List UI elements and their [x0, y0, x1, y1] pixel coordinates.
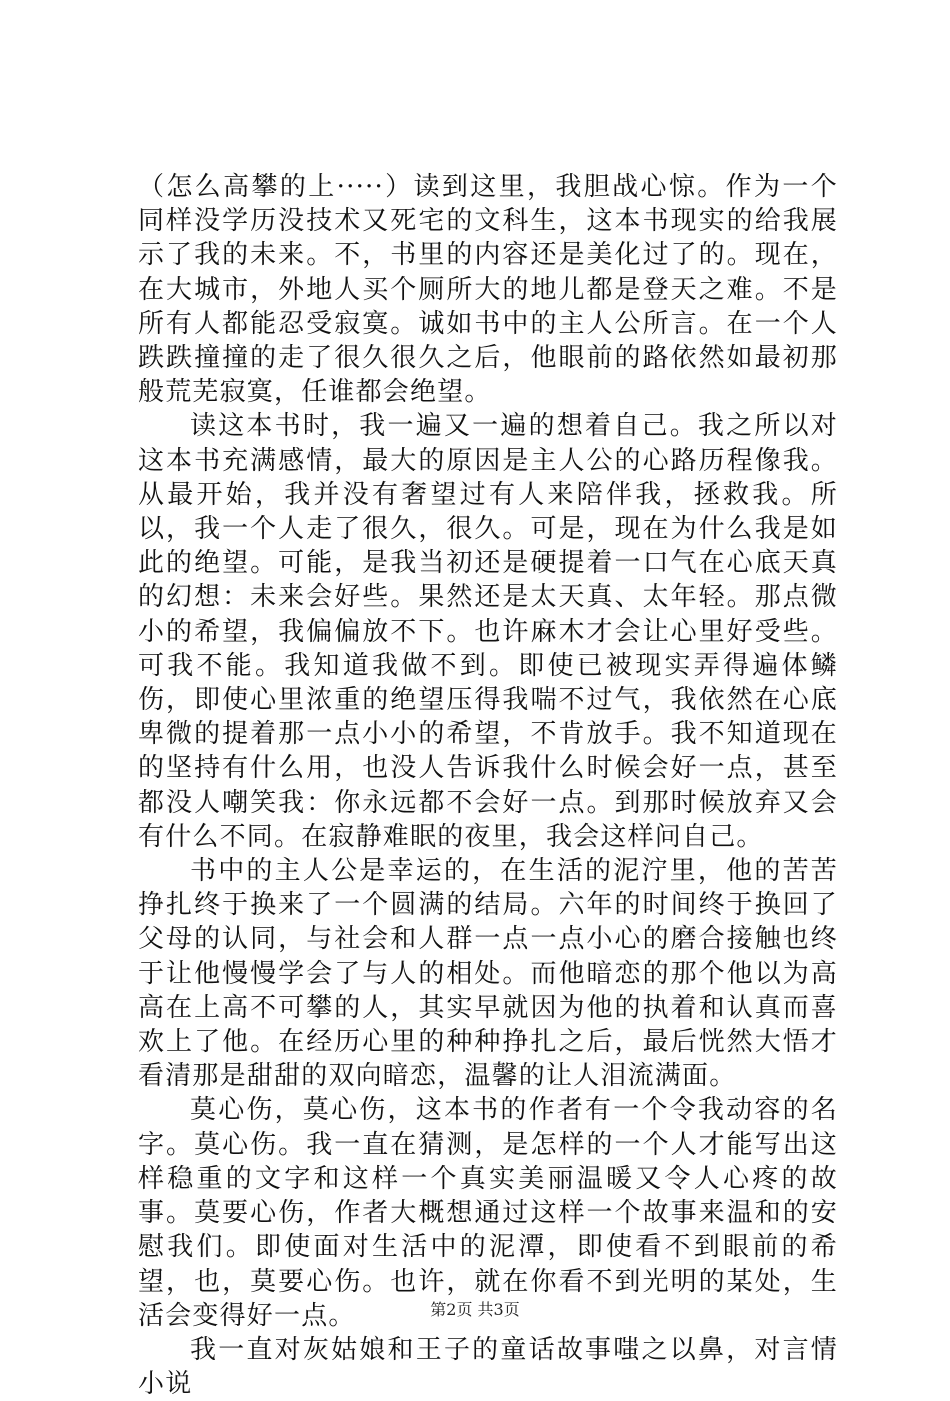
page-total: 共3页 [477, 1300, 520, 1319]
page-number: 第2页 [430, 1300, 473, 1319]
document-body [138, 170, 838, 1401]
paragraph-5: 我一直对灰姑娘和王子的童话故事嗤之以鼻，对言情小说 [138, 1334, 838, 1400]
paragraph-4: 莫心伤，莫心伤，这本书的作者有一个令我动容的名字。莫心伤。我一直在猜测，是怎样的一个人才能写出这样稳重的文字和这样一个真实美丽温暖又令人心疼的故事。莫要心伤，作者大概想通过这样一个故事来温和的安慰我们。即使面对生活中的泥潭，即使看不到眼前的希望，也，莫要心伤。也许，就在你看不到光明的某处，生活会变得好一点。 [138, 1095, 838, 1331]
paragraph-3: 书中的主人公是幸运的，在生活的泥泞里，他的苦苦挣扎终于换来了一个圆满的结局。六年的时间终于换回了父母的认同，与社会和人群一点一点小心的磨合接触也终于让他慢慢学会了与人的相处。而他暗恋的那个他以为高高在上高不可攀的人，其实早就因为他的执着和认真而喜欢上了他。在经历心里的种种挣扎之后，最后恍然大悟才看清那是甜甜的双向暗恋，温馨的让人泪流满面。 [138, 856, 838, 1092]
page-footer [0, 1300, 950, 1320]
paragraph-2: 读这本书时，我一遍又一遍的想着自己。我之所以对这本书充满感情，最大的原因是主人公的心路历程像我。从最开始，我并没有奢望过有人来陪伴我，拯救我。所以，我一个人走了很久，很久。可是，现在为什么我是如此的绝望。可能，是我当初还是硬提着一口气在心底天真的幻想：未来会好些。果然还是太天真、太年轻。那点微小的希望，我偏偏放不下。也许麻木才会让心里好受些。可我不能。我知道我做不到。即使已被现实弄得遍体鳞伤，即使心里浓重的绝望压得我喘不过气，我依然在心底卑微的提着那一点小小的希望，不肯放手。我不知道现在的坚持有什么用，也没人告诉我什么时候会好一点，甚至都没人嘲笑我：你永远都不会好一点。到那时候放弃又会有什么不同。在寂静难眠的夜里，我会这样问自己。 [138, 411, 838, 852]
paragraph-1: （怎么高攀的上·····）读到这里，我胆战心惊。作为一个同样没学历没技术又死宅的文科生，这本书现实的给我展示了我的未来。不，书里的内容还是美化过了的。现在，在大城市，外地人买个厕所大的地儿都是登天之难。不是所有人都能忍受寂寞。诚如书中的主人公所言。在一个人跌跌撞撞的走了很久很久之后，他眼前的路依然如最初那般荒芜寂寞，任谁都会绝望。 [138, 172, 838, 408]
